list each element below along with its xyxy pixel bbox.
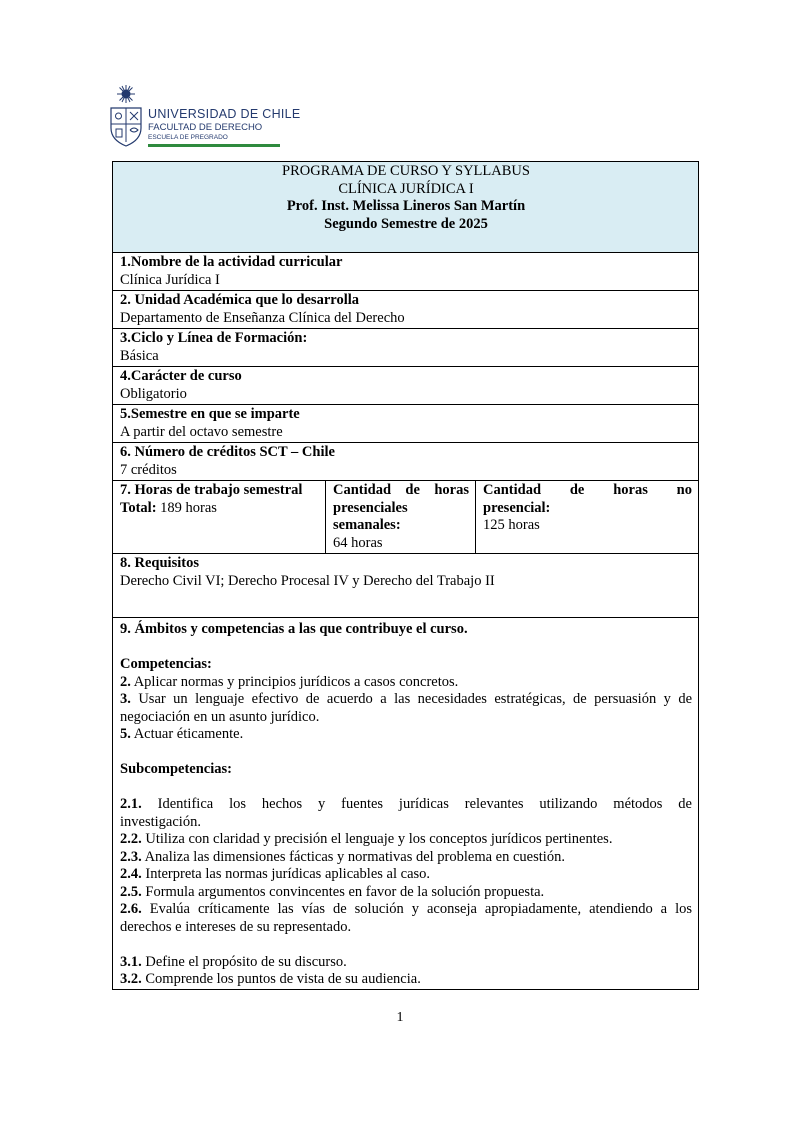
subcompetencia-item: 2.2. Utiliza con claridad y precisión el lenguaje y los conceptos jurídicos pertinentes. xyxy=(120,831,613,847)
row-ambitos xyxy=(113,618,699,990)
subcompetencia-item: 2.4. Interpreta las normas jurídicas aplicables al caso. xyxy=(120,866,431,882)
university-logo xyxy=(108,84,301,148)
competencia-item: 5. Actuar éticamente. xyxy=(120,726,244,742)
syllabus-table xyxy=(112,161,699,990)
row-ciclo xyxy=(113,329,699,367)
row-value: Clínica Jurídica I xyxy=(120,271,220,288)
logo-underline xyxy=(148,144,280,147)
hours-total-label: 7. Horas de trabajo semestral xyxy=(120,482,303,498)
row-label: 3.Ciclo y Línea de Formación: xyxy=(120,330,308,346)
hours-presencial-label-2: presenciales xyxy=(333,499,408,516)
subcompetencia-item: 2.5. Formula argumentos convincentes en favor de la solución propuesta. xyxy=(120,883,545,900)
row-requisitos xyxy=(113,554,699,618)
competencia-item: 2. Aplicar normas y principios jurídicos a casos concretos. xyxy=(120,673,459,690)
hours-total-value: 189 horas xyxy=(160,499,217,516)
university-name: UNIVERSIDAD DE CHILE xyxy=(148,107,301,121)
hours-total-cell xyxy=(113,481,326,554)
school-name: ESCUELA DE PREGRADO xyxy=(148,134,228,141)
row-caracter xyxy=(113,367,699,405)
subcompetencia-item: 2.1. Identifica los hechos y fuentes jurídicas relevantes utilizando métodos de xyxy=(120,796,692,812)
requisitos-value: Derecho Civil VI; Derecho Procesal IV y Derecho del Trabajo II xyxy=(120,572,495,589)
hours-no-presencial-label-2: presencial: xyxy=(483,499,551,516)
row-label: 1.Nombre de la actividad curricular xyxy=(120,254,343,270)
requisitos-label: 8. Requisitos xyxy=(120,555,199,571)
hours-no-presencial-label: Cantidad de horas no xyxy=(483,482,692,498)
row-label: 5.Semestre en que se imparte xyxy=(120,406,300,422)
university-crest-icon xyxy=(108,84,144,148)
row-value: A partir del octavo semestre xyxy=(120,423,283,440)
row-unidad xyxy=(113,291,699,329)
row-value: Obligatorio xyxy=(120,385,187,402)
professor-name: Prof. Inst. Melissa Lineros San Martín xyxy=(286,198,526,214)
subcompetencia-item: 3.1. Define el propósito de su discurso. xyxy=(120,953,347,970)
row-semestre xyxy=(113,405,699,443)
competencia-item-cont: negociación en un asunto jurídico. xyxy=(120,708,320,725)
subcompetencia-item-cont: investigación. xyxy=(120,813,201,830)
hours-presencial-label-3: semanales: xyxy=(333,517,401,533)
row-nombre xyxy=(113,253,699,291)
row-value: 7 créditos xyxy=(120,461,177,478)
row-label: 2. Unidad Académica que lo desarrolla xyxy=(120,292,359,308)
competencias-heading: Competencias: xyxy=(120,656,212,672)
course-name: CLÍNICA JURÍDICA I xyxy=(338,180,474,197)
subcompetencia-item-cont: derechos e intereses de su representado. xyxy=(120,918,352,935)
hours-no-presencial-value: 125 horas xyxy=(483,517,540,533)
page-number: 1 xyxy=(396,1010,404,1025)
ambitos-title: 9. Ámbitos y competencias a las que contribuye el curso. xyxy=(120,621,468,637)
hours-presencial-cell xyxy=(326,481,476,554)
subcompetencia-item: 2.6. Evalúa críticamente las vías de solución y aconseja apropiadamente, atendiendo a los xyxy=(120,901,692,917)
row-value: Departamento de Enseñanza Clínica del Derecho xyxy=(120,309,405,326)
subcompetencia-item: 2.3. Analiza las dimensiones fácticas y normativas del problema en cuestión. xyxy=(120,848,565,865)
hours-total-prefix: Total: xyxy=(120,499,157,516)
competencia-item: 3. Usar un lenguaje efectivo de acuerdo a las necesidades estratégicas, de persuasión y de xyxy=(120,691,693,707)
row-value: Básica xyxy=(120,347,159,364)
row-creditos xyxy=(113,443,699,481)
faculty-name: FACULTAD DE DERECHO xyxy=(148,122,263,133)
hours-no-presencial-cell xyxy=(476,481,699,554)
syllabus-header xyxy=(113,162,699,253)
subcompetencia-item: 3.2. Comprende los puntos de vista de su audiencia. xyxy=(120,971,421,987)
semester: Segundo Semestre de 2025 xyxy=(324,215,488,232)
row-label: 6. Número de créditos SCT – Chile xyxy=(120,444,335,460)
hours-presencial-value: 64 horas xyxy=(333,534,383,551)
subcompetencias-heading: Subcompetencias: xyxy=(120,761,232,777)
header-title: PROGRAMA DE CURSO Y SYLLABUS xyxy=(282,163,530,179)
row-label: 4.Carácter de curso xyxy=(120,368,242,384)
hours-presencial-label: Cantidad de horas xyxy=(333,482,469,498)
